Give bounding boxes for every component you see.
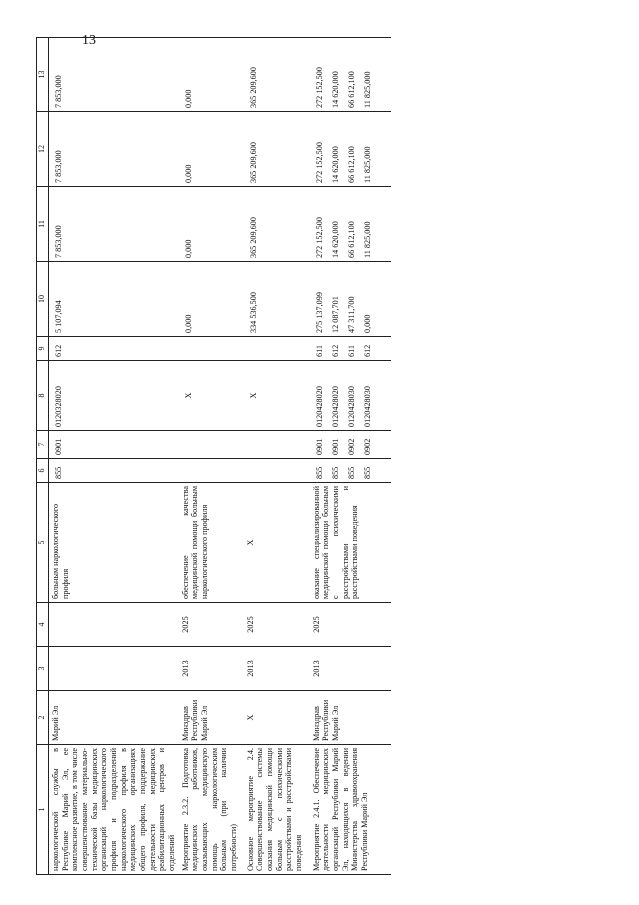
grbs-code: 855 855 855 855 <box>310 459 391 483</box>
expected-result: оказание специализированной медицинской помощи больным с психическими расстройствами и расстройствами поведения <box>310 483 391 603</box>
target-article-code: 0120428020 0120428020 0120428030 0120428030 <box>310 361 391 431</box>
expense-type-code: 611 612 611 612 <box>310 337 391 361</box>
amount-col-11: 365 209,600 <box>244 187 310 262</box>
column-header: 9 <box>37 337 49 361</box>
amount-col-10: 334 536,500 <box>244 262 310 337</box>
amount-col-11: 0,000 <box>179 187 244 262</box>
table-row <box>310 38 391 875</box>
executor: Минздрав Республики Марий Эл <box>310 691 391 745</box>
grbs-code <box>179 459 244 483</box>
column-header: 10 <box>37 262 49 337</box>
column-header: 11 <box>37 187 49 262</box>
section-code: 0901 <box>49 431 179 459</box>
amount-col-12: 272 152,500 14 620,000 66 612,100 11 825,000 <box>310 112 391 187</box>
page-number: 13 <box>82 33 96 48</box>
column-header: 8 <box>37 361 49 431</box>
expense-type-code <box>179 337 244 361</box>
amount-col-13: 7 853,000 <box>49 38 179 112</box>
table-row <box>49 38 179 875</box>
grbs-code: 855 <box>49 459 179 483</box>
target-article-code: X <box>244 361 310 431</box>
amount-col-12: 365 209,600 <box>244 112 310 187</box>
expected-result: обеспечение качества медицинской помощи больным наркологического профиля <box>179 483 244 603</box>
section-code <box>244 431 310 459</box>
measure-name: наркологической службы в Республике Марий Эл, ее комплексное развитие, в том числе совершенствование материально-технической базы медицинских организаций наркологического профиля и подразделений наркологического профиля в медицинских организациях общего профиля, поддержание деятельности медицинских реабилитационных центров и отделений <box>49 745 179 875</box>
expense-type-code: 612 <box>49 337 179 361</box>
amount-col-13: 0,000 <box>179 38 244 112</box>
column-header: 4 <box>37 603 49 647</box>
amount-col-12: 0,000 <box>179 112 244 187</box>
amount-col-12: 7 853,000 <box>49 112 179 187</box>
start-year: 2013 <box>244 647 310 691</box>
start-year: 2013 <box>310 647 391 691</box>
measure-name: Мероприятие 2.3.2. Подготовка медицинских работников, оказывающих медицинскую помощь наркологическим больным (при наличии потребности) <box>179 745 244 875</box>
expected-result: больным наркологического профиля <box>49 483 179 603</box>
start-year: 2013 <box>179 647 244 691</box>
table-row <box>244 38 310 875</box>
amount-col-13: 365 209,600 <box>244 38 310 112</box>
column-number-row <box>37 38 49 875</box>
amount-col-10: 5 107,094 <box>49 262 179 337</box>
end-year: 2025 <box>179 603 244 647</box>
executor: Марий Эл <box>49 691 179 745</box>
column-header: 5 <box>37 483 49 603</box>
column-header: 7 <box>37 431 49 459</box>
target-article-code: 0120328020 <box>49 361 179 431</box>
program-table <box>36 37 391 875</box>
table-row <box>179 38 244 875</box>
executor: X <box>244 691 310 745</box>
measure-name: Мероприятие 2.4.1. Обеспечение деятельности медицинских организаций Республики Марий Эл, находящихся в ведении Министерства здравоохранения Республики Марий Эл <box>310 745 391 875</box>
end-year <box>49 603 179 647</box>
end-year: 2025 <box>310 603 391 647</box>
column-header: 12 <box>37 112 49 187</box>
column-header: 1 <box>37 745 49 875</box>
start-year <box>49 647 179 691</box>
amount-col-10: 0,000 <box>179 262 244 337</box>
column-header: 2 <box>37 691 49 745</box>
section-code: 0901 0901 0902 0902 <box>310 431 391 459</box>
executor: Минздрав Республики Марий Эл <box>179 691 244 745</box>
column-header: 6 <box>37 459 49 483</box>
amount-col-11: 272 152,500 14 620,000 66 612,100 11 825,000 <box>310 187 391 262</box>
expense-type-code <box>244 337 310 361</box>
end-year: 2025 <box>244 603 310 647</box>
expected-result: X <box>244 483 310 603</box>
column-header: 3 <box>37 647 49 691</box>
grbs-code <box>244 459 310 483</box>
amount-col-13: 272 152,500 14 620,000 66 612,100 11 825,000 <box>310 38 391 112</box>
column-header: 13 <box>37 38 49 112</box>
measure-name: Основное мероприятие 2.4. Совершенствование системы оказания медицинской помощи больным с психическими расстройствами и расстройствами поведения <box>244 745 310 875</box>
target-article-code: X <box>179 361 244 431</box>
section-code <box>179 431 244 459</box>
amount-col-10: 275 137,099 12 087,701 47 311,700 0,000 <box>310 262 391 337</box>
amount-col-11: 7 853,000 <box>49 187 179 262</box>
